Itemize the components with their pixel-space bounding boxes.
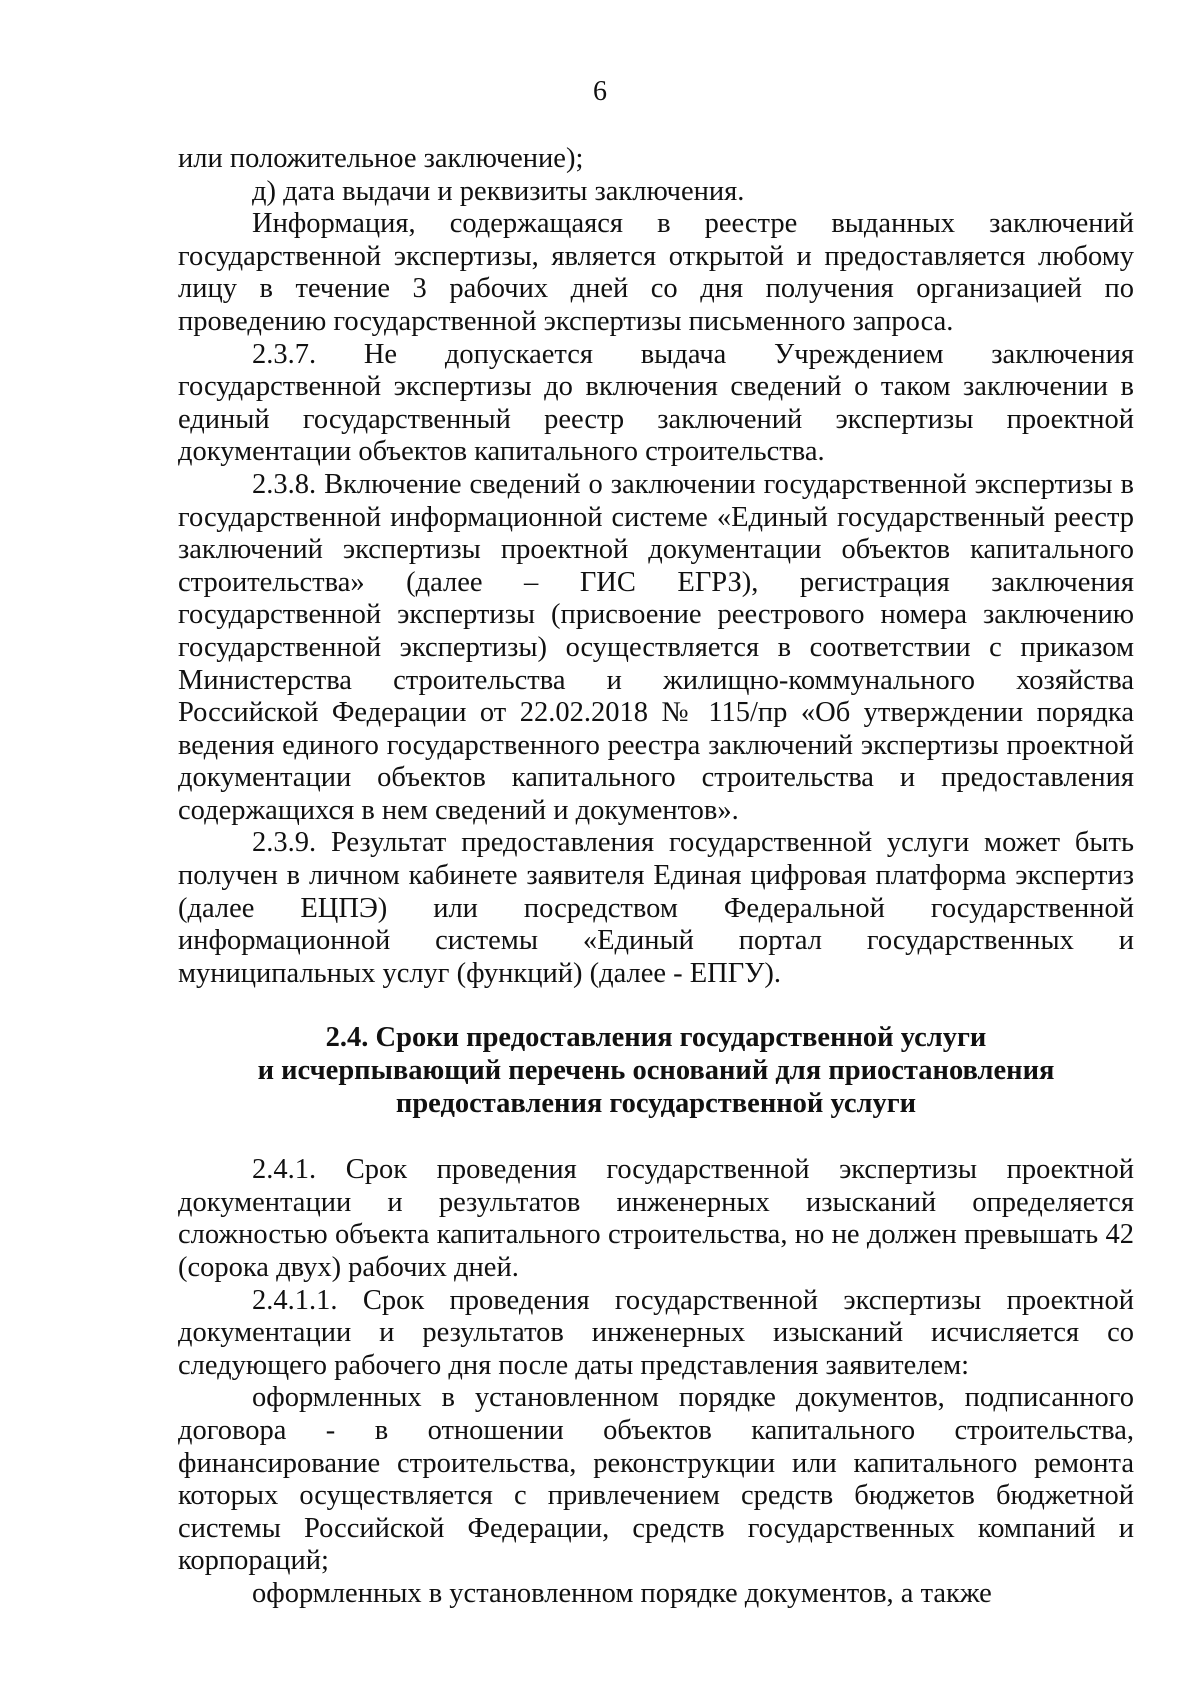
paragraph: 2.3.7. Не допускается выдача Учреждением заключения государственной экспертизы до включения сведений о таком заключении в единый государственный реестр заключений экспертизы проектной документации объектов капитального строительства. (178, 338, 1134, 468)
section-heading-line: 2.4. Сроки предоставления государственной услуги (325, 1022, 987, 1054)
paragraph: оформленных в установленном порядке документов, а также (252, 1577, 992, 1609)
paragraph: д) дата выдачи и реквизиты заключения. (252, 175, 745, 207)
page-number: 6 (593, 76, 607, 107)
paragraph: Информация, содержащаяся в реестре выданных заключений государственной экспертизы, является открытой и предоставляется любому лицу в течение 3 рабочих дней со дня получения организацией по проведению государственной экспертизы письменного запроса. (178, 208, 1134, 337)
paragraph: 2.3.8. Включение сведений о заключении государственной экспертизы в государственной информационной системе «Единый государственный реестр заключений экспертизы проектной документации объектов капитального строительства» (далее – ГИС ЕГРЗ), регистрация заключения государственной экспертизы (присвоение реестрового номера заключению государственной экспертизы) осуществляется в соответствии с приказом Министерства строительства и жилищно-коммунального хозяйства Российской Федерации от 22.02.2018 № 115/пр «Об утверждении порядка ведения единого государственного реестра заключений экспертизы проектной документации объектов капитального строительства и предоставления содержащихся в нем сведений и документов». (178, 468, 1134, 826)
document-body (178, 143, 1134, 1611)
section-heading (178, 1022, 1134, 1120)
paragraph: 2.4.1.1. Срок проведения государственной экспертизы проектной документации и результатов инженерных изысканий исчисляется со следующего рабочего дня после даты представления заявителем: (178, 1284, 1134, 1381)
section-heading-line: предоставления государственной услуги (395, 1087, 917, 1119)
section-heading-line: и исчерпывающий перечень оснований для приостановления (257, 1055, 1055, 1087)
paragraph: 2.4.1. Срок проведения государственной экспертизы проектной документации и результатов инженерных изысканий определяется сложностью объекта капитального строительства, но не должен превышать 42 (сорока двух) рабочих дней. (178, 1154, 1134, 1283)
paragraph: 2.3.9. Результат предоставления государственной услуги может быть получен в личном кабинете заявителя Единая цифровая платформа экспертиз (далее ЕЦПЭ) или посредством Федеральной государственной информационной системы «Единый портал государственных и муниципальных услуг (функций) (далее - ЕПГУ). (178, 827, 1134, 989)
paragraph: оформленных в установленном порядке документов, подписанного договора - в отношении объектов капитального строительства, финансирование строительства, реконструкции или капитального ремонта которых осуществляется с привлечением средств бюджетов бюджетной системы Российской Федерации, средств государственных компаний и корпораций; (178, 1382, 1134, 1577)
paragraph: или положительное заключение); (178, 143, 584, 174)
